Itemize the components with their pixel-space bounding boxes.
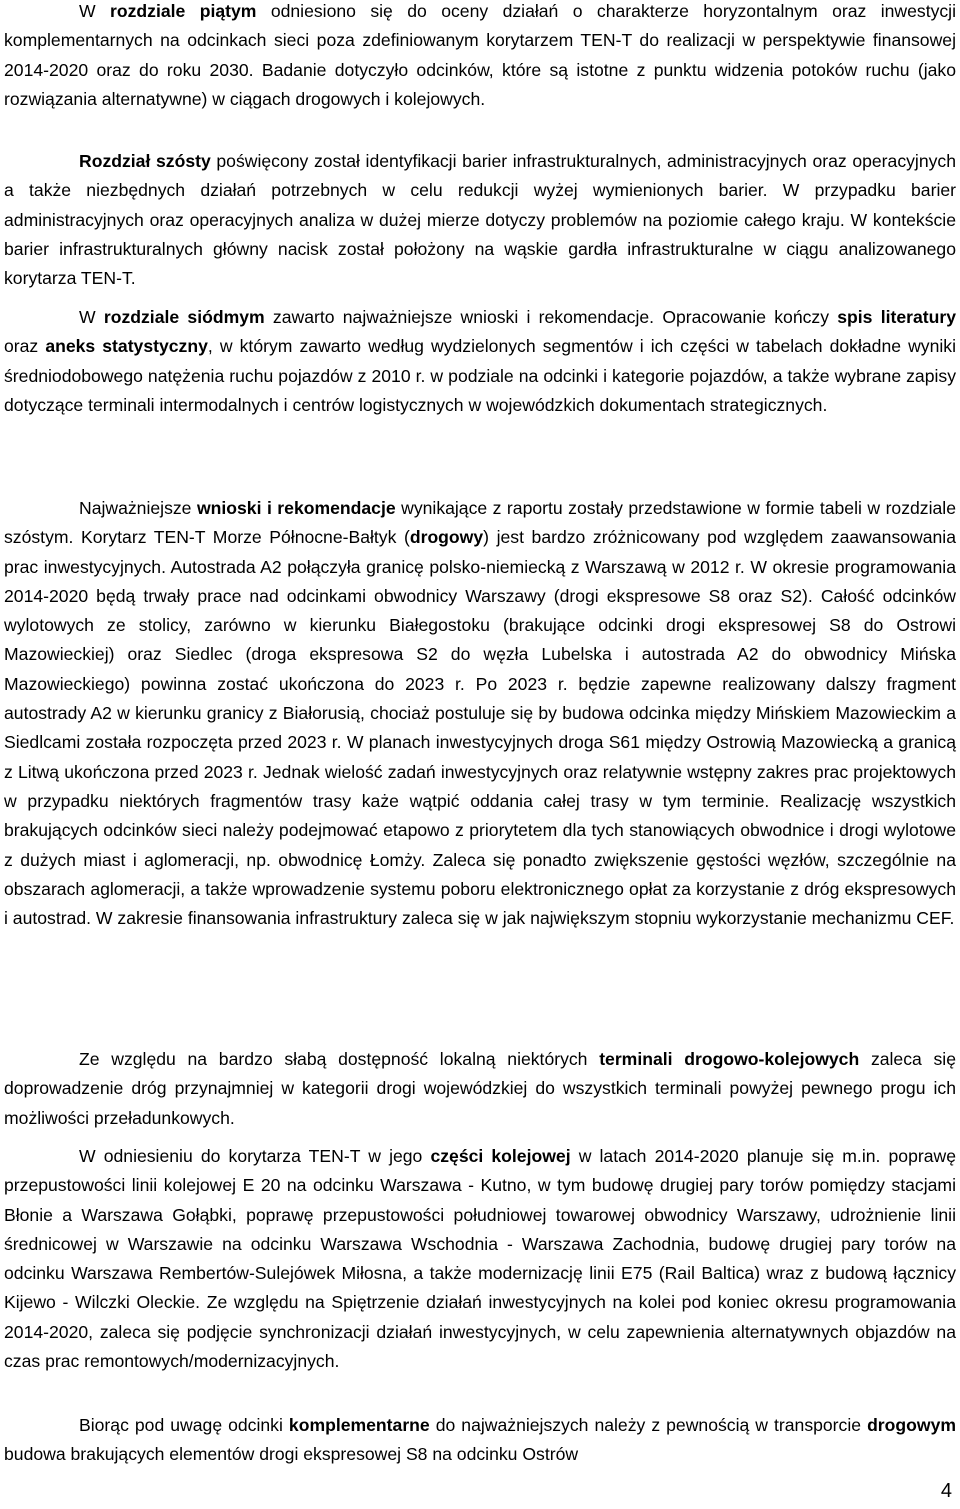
text-run: odniesiono się do oceny działań o charakterze horyzontalnym oraz inwestycji komplementarnych na odcinkach sieci poza zdefiniowanym korytarzem TEN-T do realizacji w perspektywie finansowej 2014-2020 oraz do roku 2030. Badanie dotyczyło odcinków, które są istotne z punktu widzenia potoków ruchu (jako rozwiązania alternatywne) w ciągach drogowych i kolejowych. bbox=[4, 1, 956, 109]
text-run: Biorąc pod uwagę odcinki bbox=[79, 1415, 289, 1435]
paragraph-terminals bbox=[4, 1045, 956, 1133]
page-number: 4 bbox=[940, 1480, 952, 1502]
text-run: budowa brakujących elementów drogi ekspresowej S8 na odcinku Ostrów bbox=[4, 1444, 579, 1465]
text-run: W bbox=[79, 307, 104, 327]
paragraph-chapter-five bbox=[4, 0, 956, 114]
bold-text-run: aneks statystyczny bbox=[45, 336, 208, 357]
text-run: Najważniejsze bbox=[79, 498, 197, 518]
text-run: W odniesieniu do korytarza TEN-T w jego bbox=[79, 1146, 431, 1166]
text-run: , w którym zawarto według wydzielonych segmentów i ich części w tabelach dokładne wyniki średniodobowego natężenia ruchu pojazdów z 2010 r. w podziale na odcinki i kategorie pojazdów, a także wybrane zapisy dotyczące terminali intermodalnych i centrów logistycznych w wojewódzkich dokumentach strategicznych. bbox=[4, 336, 957, 415]
paragraph-conclusions-road bbox=[4, 494, 956, 933]
text-run: w latach 2014-2020 planuje się m.in. poprawę przepustowości linii kolejowej E 20 na odcinku Warszawa - Kutno, w tym budowę drugiej pary torów pomiędzy stacjami Błonie a Warszawa Gołąbki, poprawę przepustowości południowej towarowej obwodnicy Warszawy, udrożnienie linii średnicowej w Warszawie na odcinku Warszawa Wschodnia - Warszawa Zachodnia, budowę drugiej pary torów na odcinku Warszawa Rembertów-Sulejówek Miłosna, a także modernizację linii E75 (Rail Baltica) wraz z budową łącznicy Kijewo - Wilczki Oleckie. Ze względu na Spiętrzenie działań inwestycyjnych na kolei pod koniec okresu programowania 2014-2020, zaleca się podjęcie synchronizacji działań inwestycyjnych, w celu zapewnienia alternatywnych objazdów na czas prac remontowych/modernizacyjnych. bbox=[4, 1146, 957, 1372]
bold-text-run: spis literatury bbox=[837, 307, 956, 327]
bold-text-run: wnioski i rekomendacje bbox=[196, 498, 396, 518]
text-run: poświęcony został identyfikacji barier infrastrukturalnych, administracyjnych oraz operacyjnych a także niezbędnych działań potrzebnych w celu redukcji wyżej wymienionych barier. W przypadku barier administracyjnych oraz operacyjnych analiza w dużej mierze dotyczy problemów na poziomie całego kraju. W kontekście barier infrastrukturalnych główny nacisk został położony na wąskie gardła infrastrukturalne w ciągu analizowanego korytarza TEN-T. bbox=[4, 151, 956, 289]
bold-text-run: części kolejowej bbox=[430, 1146, 571, 1166]
bold-text-run: terminali drogowo-kolejowych bbox=[599, 1049, 860, 1069]
bold-text-run: komplementarne bbox=[288, 1415, 430, 1435]
text-run: do najważniejszych należy z pewnością w transporcie bbox=[429, 1415, 868, 1435]
bold-text-run: rozdziale piątym bbox=[110, 1, 257, 21]
text-run: wynikające z raportu zostały przedstawione w formie tabeli w rozdziale szóstym. Korytarz TEN-T Morze Północne-Bałtyk ( bbox=[4, 498, 956, 548]
bold-text-run: drogowy bbox=[409, 527, 484, 548]
text-run: zaleca się doprowadzenie dróg przynajmniej w kategorii drogi wojewódzkiej do wszystkich terminali powyżej pewnego progu ich możliwości przeładunkowych. bbox=[4, 1049, 957, 1128]
text-run: oraz bbox=[4, 336, 46, 357]
paragraph-chapter-six bbox=[4, 147, 956, 293]
text-run: ) jest bardzo zróżnicowany pod względem zaawansowania prac inwestycyjnych. Autostrada A2 połączyła granicę polsko-niemiecką z Warszawą w 2012 r. W okresie programowania 2014-2020 będą trwały prace nad odcinkami obwodnicy Warszawy (drogi ekspresowe S8 oraz S2). Całość odcinków wylotowych ze stolicy, zarówno w kierunku Białegostoku (brakujące odcinki drogi ekspresowej S8 do Ostrowi Mazowieckiej) oraz Siedlec (droga ekspresowa S2 do węzła Lubelska i autostrada A2 do obwodnicy Mińska Mazowieckiego) powinna zostać ukończona do 2023 r. Po 2023 r. będzie zapewne realizowany dalszy fragment autostrady A2 w kierunku granicy z Białorusią, chociaż postuluje się by budowa odcinka między Mińskiem Mazowieckim a Siedlcami została rozpoczęta przed 2023 r. W planach inwestycyjnych droga S61 między Ostrowią Mazowiecką a granicą z Litwą ukończona przed 2023 r. Jednak wielość zadań inwestycyjnych oraz relatywnie wstępny zakres prac projektowych w przypadku niektórych fragmentów trasy każe wątpić oddania całej trasy w tym terminie. Realizację wszystkich brakujących odcinków sieci należy podejmować etapowo z priorytetem dla tych stanowiących obwodnice i drogi wylotowe z dużych miast i aglomeracji, np. obwodnicę Łomży. Zaleca się ponadto zwiększenie gęstości węzłów, szczególnie na obszarach aglomeracji, a także wprowadzenie systemu poboru elektronicznego opłat za korzystanie z dróg ekspresowych i autostrad. W zakresie finansowania infrastruktury zaleca się w jak największym stopniu wykorzystanie mechanizmu CEF. bbox=[4, 527, 956, 929]
paragraph-complementary bbox=[4, 1411, 956, 1470]
text-run: Ze względu na bardzo słabą dostępność lokalną niektórych bbox=[79, 1049, 600, 1069]
bold-text-run: Rozdział szósty bbox=[79, 151, 211, 171]
paragraph-chapter-seven bbox=[4, 303, 956, 420]
paragraph-rail bbox=[4, 1142, 956, 1376]
text-run: W bbox=[79, 1, 111, 21]
bold-text-run: rozdziale siódmym bbox=[103, 307, 265, 327]
bold-text-run: drogowym bbox=[867, 1415, 957, 1435]
text-run: zawarto najważniejsze wnioski i rekomendacje. Opracowanie kończy bbox=[264, 307, 838, 327]
